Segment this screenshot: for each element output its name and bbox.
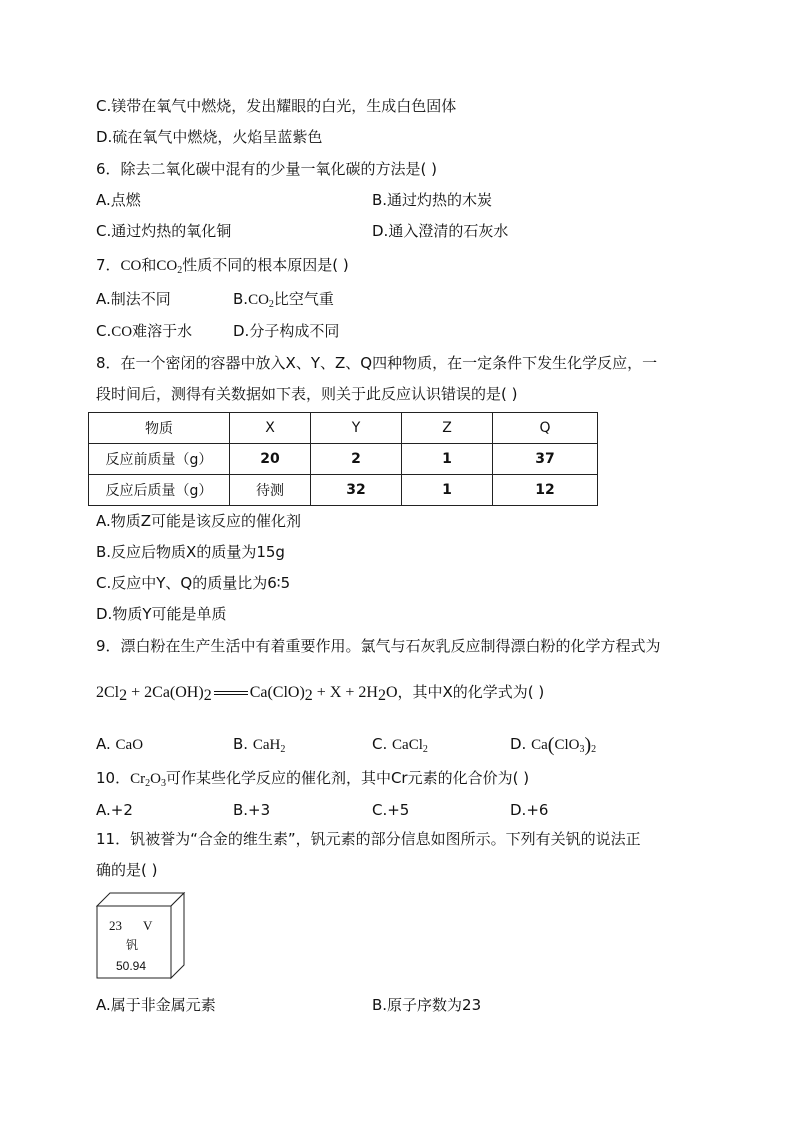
- atomic-mass: 50.94: [116, 959, 147, 973]
- table-cell: 12: [493, 475, 598, 506]
- table-header-row: [89, 413, 598, 444]
- q8-stem-line2: 段时间后，测得有关数据如下表，则关于此反应认识错误的是( ): [96, 385, 518, 403]
- q11-option-b: B.原子序数为23: [372, 996, 482, 1014]
- element-name: 钒: [126, 938, 139, 952]
- q7-formula-co2: $CO_2$: [156, 258, 183, 276]
- table-header-cell: Z: [402, 413, 493, 444]
- q10-option-c: C.+5: [372, 801, 410, 819]
- q6-option-c: C.通过灼热的氧化铜: [96, 222, 232, 240]
- q8-data-table: [88, 412, 598, 506]
- q11-stem-line2: 确的是( ): [96, 861, 158, 879]
- q7-number: 7．: [96, 256, 121, 274]
- table-row: [89, 475, 598, 506]
- q10-stem: 10．$Cr_2O_3$可作某些化学反应的催化剂，其中Cr元素的化合价为( ): [96, 769, 530, 789]
- q9-stem-line1: 9．漂白粉在生产生活中有着重要作用。氯气与石灰乳反应制得漂白粉的化学方程式为: [96, 637, 661, 655]
- q5-option-c: C.镁带在氧气中燃烧，发出耀眼的白光，生成白色固体: [96, 97, 457, 115]
- q6-option-d: D.通入澄清的石灰水: [372, 222, 509, 240]
- q10-option-b: B.+3: [233, 801, 271, 819]
- q7-option-b: $B.CO_2$比空气重: [233, 290, 334, 310]
- q11-stem-line1: 11．钒被誉为“合金的维生素”，钒元素的部分信息如图所示。下列有关钒的说法正: [96, 830, 641, 848]
- q9-option-b: B. CaH$_2$: [233, 735, 286, 755]
- table-header-cell: Y: [311, 413, 402, 444]
- table-cell: 20: [230, 444, 311, 475]
- table-cell: 1: [402, 444, 493, 475]
- q6-stem: 6．除去二氧化碳中混有的少量一氧化碳的方法是( ): [96, 160, 438, 178]
- q6-option-a: A.点燃: [96, 191, 141, 209]
- table-header-cell: Q: [493, 413, 598, 444]
- q7-and: 和: [141, 256, 157, 274]
- q10-option-d: D.+6: [510, 801, 549, 819]
- equals-sign-icon: [214, 691, 248, 695]
- q9-chemical-equation: $2Cl_2 + 2Ca(OH)_2$ $Ca(ClO)_2 + X + 2H_2O$，其中X的化学式为( ): [96, 683, 545, 704]
- element-symbol: V: [143, 918, 153, 933]
- table-cell: 37: [493, 444, 598, 475]
- q8-option-a: A.物质Z可能是该反应的催化剂: [96, 512, 302, 530]
- atomic-number: 23: [109, 918, 122, 933]
- q9-option-c: C. CaCl$_2$: [372, 735, 428, 755]
- q5-option-d: D.硫在氧气中燃烧，火焰呈蓝紫色: [96, 128, 323, 146]
- q6-option-b: B.通过灼热的木炭: [372, 191, 493, 209]
- table-cell: 2: [311, 444, 402, 475]
- q7-formula-co: CO: [120, 258, 142, 274]
- q7-option-d: D.分子构成不同: [233, 322, 340, 340]
- q9-option-a: A. CaO: [96, 735, 144, 753]
- table-cell: 32: [311, 475, 402, 506]
- table-cell: 待测: [230, 475, 311, 506]
- q9-option-d: D. $Ca(ClO_3)_2$: [510, 734, 597, 756]
- vanadium-element-card: [96, 892, 186, 980]
- table-cell: 1: [402, 475, 493, 506]
- q11-option-a: A.属于非金属元素: [96, 996, 216, 1014]
- table-cell: 反应前质量（g）: [89, 444, 230, 475]
- table-row: [89, 444, 598, 475]
- q7-stem-tail: 性质不同的根本原因是( ): [182, 256, 349, 274]
- q10-option-a: A.+2: [96, 801, 133, 819]
- q7-option-c: C.CO难溶于水: [96, 322, 193, 340]
- table-cell: 反应后质量（g）: [89, 475, 230, 506]
- q9-stem-tail: ，其中X的化学式为( ): [397, 683, 545, 701]
- q8-option-b: B.反应后物质X的质量为15g: [96, 543, 285, 561]
- table-header-cell: 物质: [89, 413, 230, 444]
- table-header-cell: X: [230, 413, 311, 444]
- q8-stem-line1: 8．在一个密闭的容器中放入X、Y、Z、Q四种物质，在一定条件下发生化学反应，一: [96, 354, 658, 372]
- q8-option-d: D.物质Y可能是单质: [96, 605, 227, 623]
- q8-option-c: C.反应中Y、Q的质量比为6∶5: [96, 574, 291, 592]
- q7-option-a: A.制法不同: [96, 290, 171, 308]
- q7-stem: [96, 255, 349, 276]
